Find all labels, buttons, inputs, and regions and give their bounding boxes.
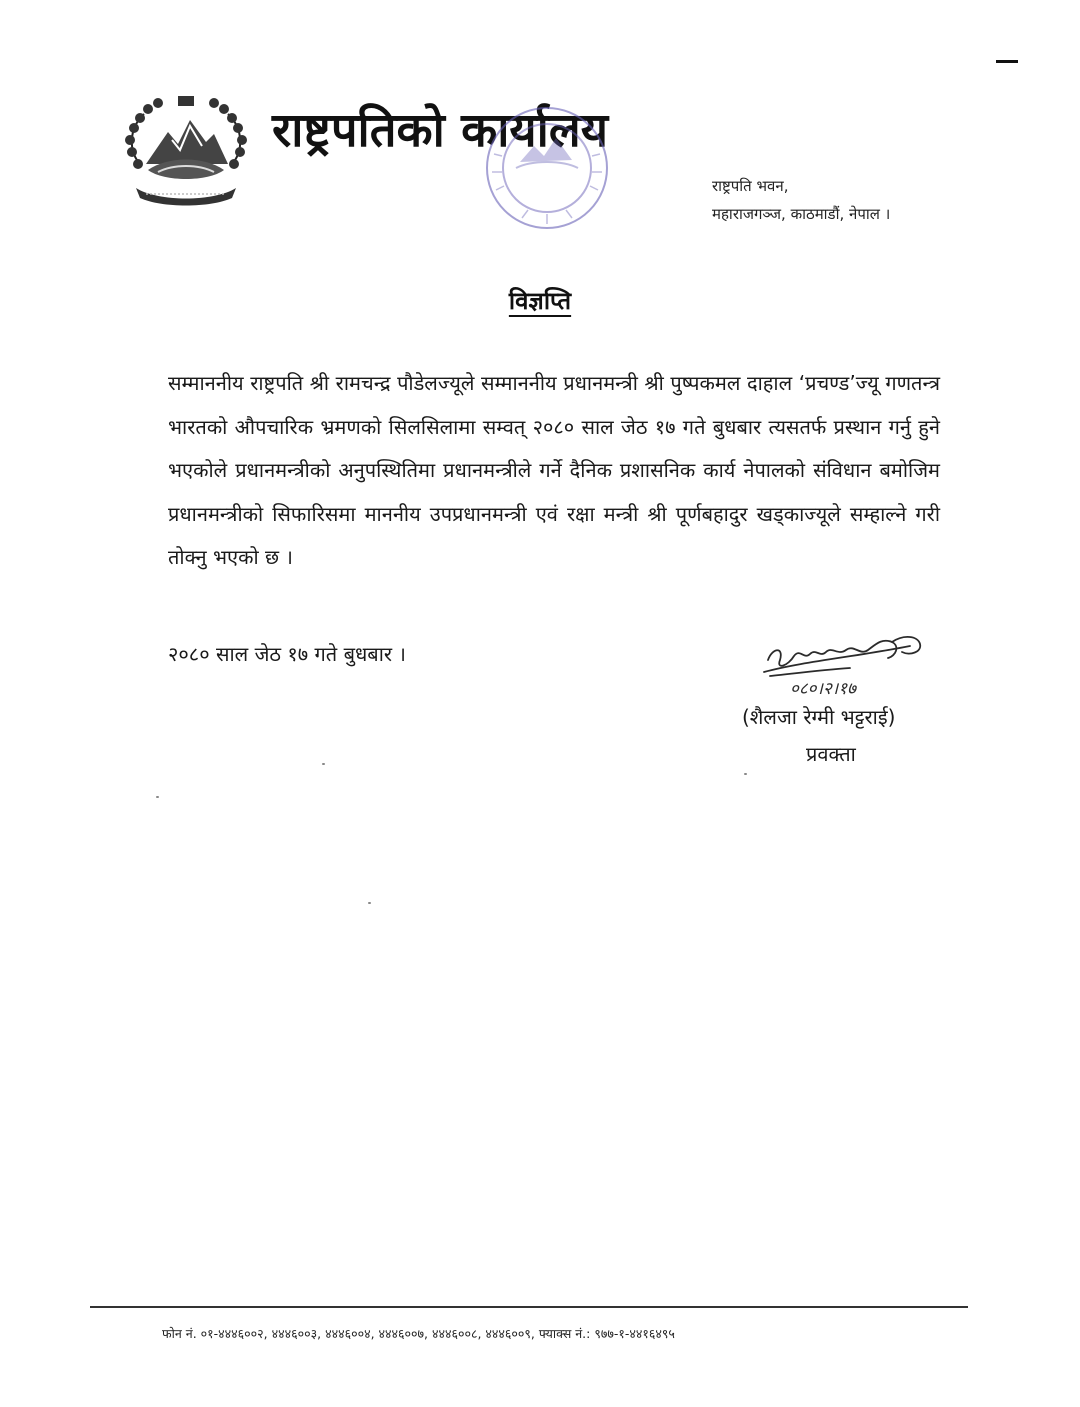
notice-body: सम्माननीय राष्ट्रपति श्री रामचन्द्र पौडेलज्यूले सम्माननीय प्रधानमन्त्री श्री पुष्पकमल दाहाल ‘प्रचण्ड’ज्यू गणतन्त्र भारतको औपचारिक भ्रमणको सिलसिलामा सम्वत् २०८० साल जेठ १७ गते बुधबार त्यसतर्फ प्रस्थान गर्नु हुने भएकोले प्रधानमन्त्रीको अनुपस्थितिमा प्रधानमन्त्रीले गर्ने दैनिक प्रशासनिक कार्य नेपालको संविधान बमोजिम प्रधानमन्त्रीको सिफारिसमा माननीय उपप्रधानमन्त्री एवं रक्षा मन्त्री श्री पूर्णबहादुर खड्काज्यूले सम्हाल्ने गरी तोक्नु भएको छ । bbox=[168, 371, 940, 569]
scan-speck bbox=[156, 796, 159, 798]
signature-date: ०८०।२।१७ bbox=[790, 679, 856, 699]
scan-speck bbox=[368, 902, 371, 904]
scan-speck bbox=[744, 773, 747, 775]
office-title: राष्ट्रपतिको कार्यालय bbox=[272, 103, 608, 158]
footer-divider bbox=[90, 1306, 968, 1308]
address-line-2: महाराजगञ्ज, काठमाडौं, नेपाल । bbox=[712, 205, 891, 223]
notice-date: २०८० साल जेठ १७ गते बुधबार । bbox=[168, 642, 407, 666]
handwritten-signature bbox=[760, 630, 936, 700]
scan-speck bbox=[322, 763, 325, 765]
office-stamp-icon bbox=[472, 98, 622, 238]
notice-heading bbox=[0, 284, 1080, 317]
signatory-title: प्रवक्ता bbox=[806, 742, 856, 766]
corner-mark bbox=[996, 60, 1018, 63]
notice-heading-text: विज्ञप्ति bbox=[508, 287, 572, 315]
nepal-emblem-icon bbox=[118, 92, 254, 212]
footer-contact: फोन नं. ०१-४४४६००२, ४४४६००३, ४४४६००४, ४४४६००७, ४४४६००८, ४४४६००९, फ्याक्स नं.: ९७७-१-४४१६४९५ bbox=[162, 1326, 675, 1341]
office-address bbox=[712, 172, 890, 228]
address-line-1: राष्ट्रपति भवन, bbox=[712, 177, 789, 195]
signatory-name: (शैलजा रेग्मी भट्टराई) bbox=[742, 705, 896, 729]
